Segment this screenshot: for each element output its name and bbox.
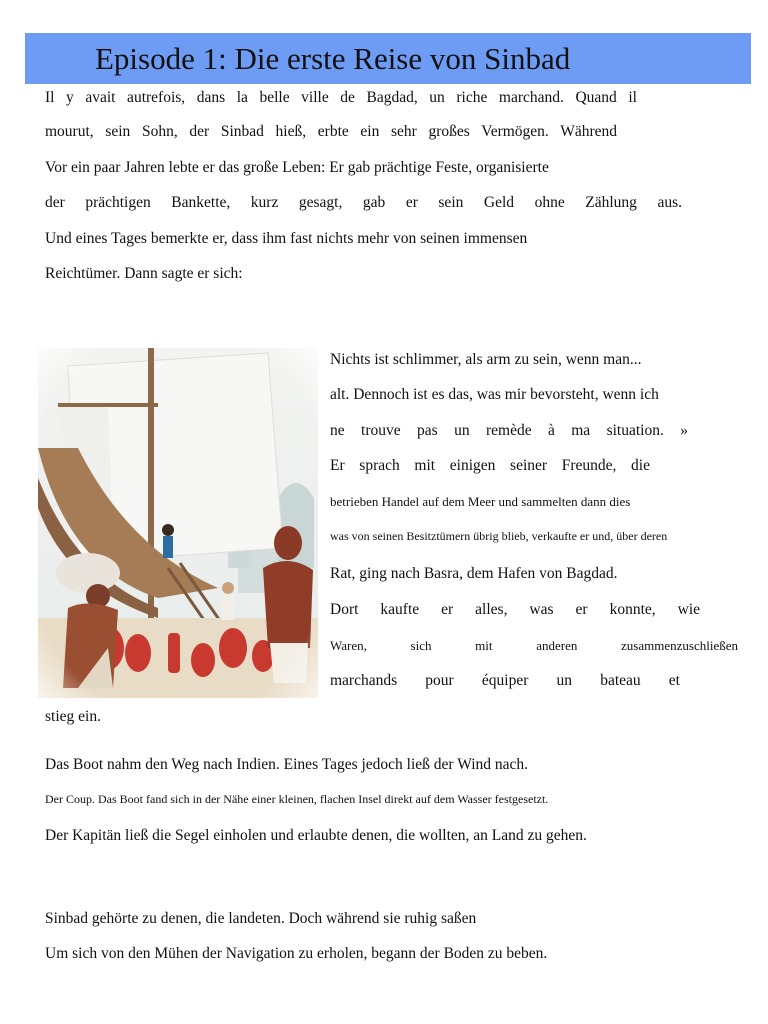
continuation-line: stieg ein. bbox=[45, 708, 101, 725]
para3-line-1: Sinbad gehörte zu denen, die landeten. Doch während sie ruhig saßen bbox=[45, 910, 477, 927]
side-line-2: alt. Dennoch ist es das, was mir bevorsteht, wenn ich bbox=[330, 386, 659, 403]
intro-line-6: Reichtümer. Dann sagte er sich: bbox=[45, 265, 243, 282]
para2-line-1: Das Boot nahm den Weg nach Indien. Eines Tages jedoch ließ der Wind nach. bbox=[45, 756, 529, 773]
para3-line-2: Um sich von den Mühen der Navigation zu erholen, begann der Boden zu beben. bbox=[45, 945, 548, 962]
side-line-10: marchands pour équiper un bateau et bbox=[330, 672, 680, 689]
intro-line-1: Il y avait autrefois, dans la belle ville de Bagdad, un riche marchand. Quand il bbox=[45, 89, 637, 106]
side-line-7: Rat, ging nach Basra, dem Hafen von Bagdad. bbox=[330, 565, 618, 582]
side-line-9: Waren, sich mit anderen zusammenzuschließen bbox=[330, 638, 738, 653]
title-banner bbox=[25, 33, 751, 84]
intro-line-4: der prächtigen Bankette, kurz gesagt, gab er sein Geld ohne Zählung aus. bbox=[45, 194, 682, 211]
side-line-8: Dort kaufte er alles, was er konnte, wie bbox=[330, 601, 700, 618]
side-line-3: ne trouve pas un remède à ma situation. » bbox=[330, 422, 688, 439]
side-line-1: Nichts ist schlimmer, als arm zu sein, wenn man... bbox=[330, 351, 642, 368]
intro-line-5: Und eines Tages bemerkte er, dass ihm fast nichts mehr von seinen immensen bbox=[45, 230, 528, 247]
para2-line-2: Der Coup. Das Boot fand sich in der Nähe einer kleinen, flachen Insel direkt auf dem Wasser festgesetzt. bbox=[45, 792, 549, 806]
intro-line-2: mourut, sein Sohn, der Sinbad hieß, erbte ein sehr großes Vermögen. Während bbox=[45, 123, 617, 140]
para2-line-3: Der Kapitän ließ die Segel einholen und erlaubte denen, die wollten, an Land zu gehen. bbox=[45, 827, 587, 844]
page-title: Episode 1: Die erste Reise von Sinbad bbox=[95, 41, 571, 76]
side-line-5: betrieben Handel auf dem Meer und sammelten dann dies bbox=[330, 494, 631, 509]
intro-line-3: Vor ein paar Jahren lebte er das große Leben: Er gab prächtige Feste, organisierte bbox=[45, 159, 549, 176]
side-line-4: Er sprach mit einigen seiner Freunde, die bbox=[330, 457, 650, 474]
sinbad-harbor-illustration bbox=[38, 348, 318, 698]
side-line-6: was von seinen Besitztümern übrig blieb, verkaufte er und, über deren bbox=[330, 529, 668, 543]
